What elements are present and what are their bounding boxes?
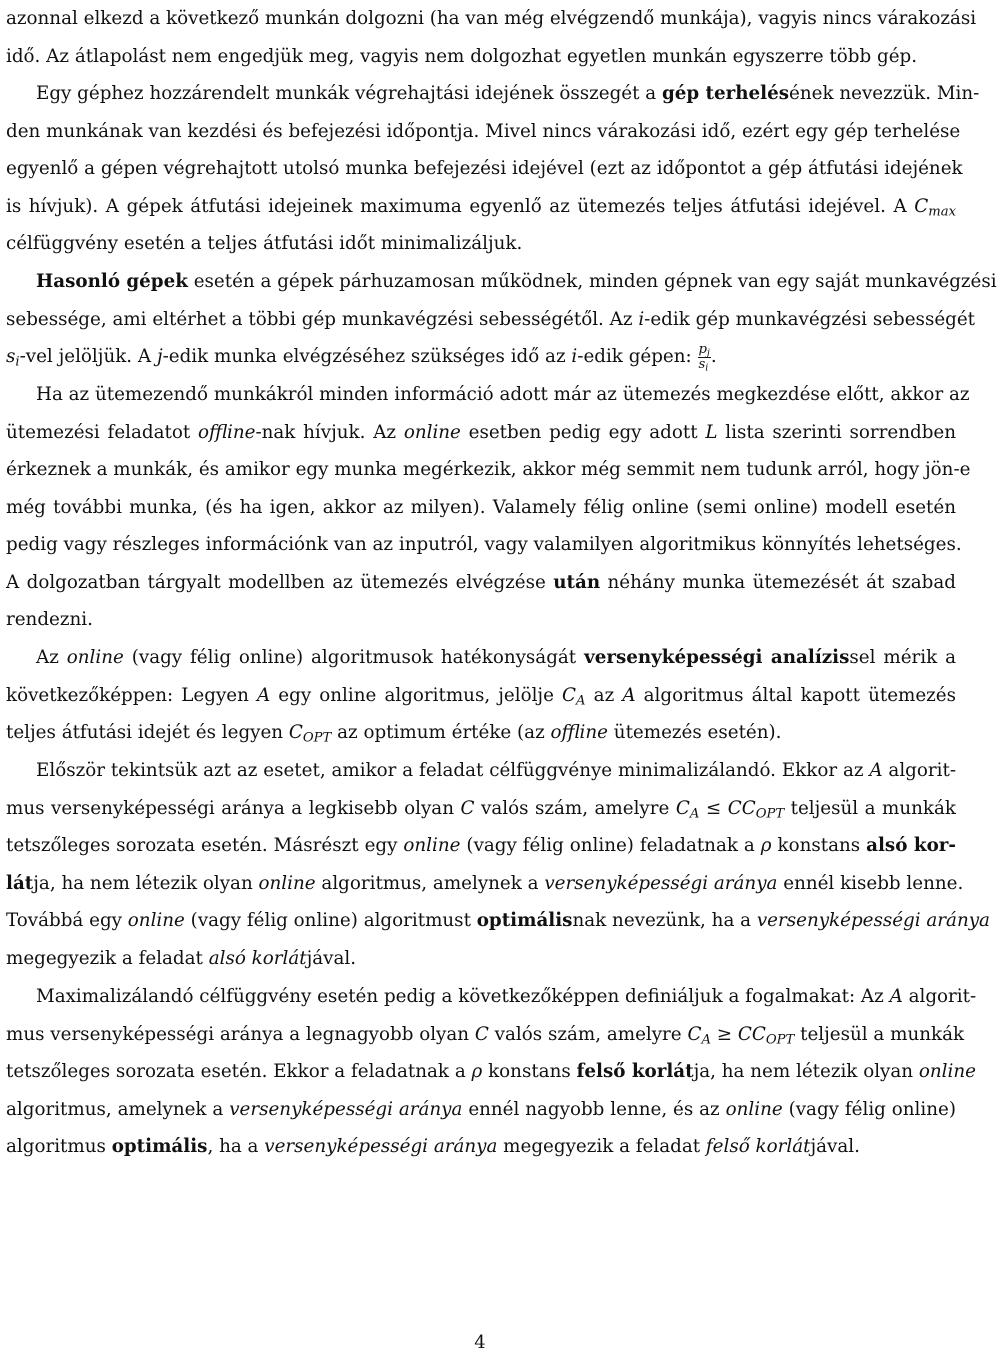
math-symbol: A bbox=[256, 684, 271, 706]
paragraph-minimization-definition bbox=[6, 752, 990, 977]
text-line: sebessége, ami eltérhet a többi gép munkavégzési sebességétől. Az i-edik gép munkavégzési sebességét bbox=[6, 308, 976, 330]
math-subscript: max bbox=[928, 203, 956, 219]
text-line: Először tekintsük azt az esetet, amikor a feladat célfüggvénye minimalizálandó. Ekkor az A algorit- bbox=[36, 760, 956, 781]
math-symbol: A bbox=[622, 684, 636, 706]
text-line: rendezni. bbox=[6, 609, 93, 630]
math-subscript: A bbox=[689, 805, 700, 821]
text-line: teljes átfutási idejét és legyen $C_{OPT}$ az optimum értéke (az offline ütemezés esetén). bbox=[6, 722, 782, 746]
bold-term: versenyképességi analízis bbox=[584, 647, 850, 668]
text-line: látja, ha nem létezik olyan online algoritmus, amelynek a versenyképességi aránya ennél kisebb lenne. bbox=[6, 872, 964, 894]
text-line: célfüggvény esetén a teljes átfutási időt minimalizáljuk. bbox=[6, 233, 523, 254]
math-symbol: i bbox=[638, 308, 645, 330]
bold-term: felső korlát bbox=[576, 1061, 694, 1082]
text-line: den munkának van kezdési és befejezési időpontja. Mivel nincs várakozási idő, ezért egy gép terhelése bbox=[6, 120, 961, 142]
italic-term: versenyképességi aránya bbox=[229, 1098, 463, 1120]
math-fraction: $\frac{p_j}{s_i}$ bbox=[698, 341, 710, 373]
math-subscript: OPT bbox=[302, 730, 332, 746]
text-line: Hasonló gépek esetén a gépek párhuzamosan működnek, minden gépnek van egy saját munkavégzési bbox=[36, 271, 997, 292]
paragraph-online-offline bbox=[6, 376, 971, 639]
text-line: Továbbá egy online (vagy félig online) algoritmust optimálisnak nevezünk, ha a versenyképességi aránya bbox=[6, 910, 990, 931]
math-symbol: C bbox=[562, 684, 577, 706]
math-symbol: CC bbox=[737, 1023, 766, 1045]
italic-term: alsó korlát bbox=[208, 947, 307, 969]
text-line: algoritmus optimális, ha a versenyképességi aránya megegyezik a feladat felső korlátjával. bbox=[6, 1136, 860, 1157]
paragraph-competitive-analysis bbox=[6, 639, 956, 752]
bold-term: optimális bbox=[476, 910, 573, 931]
italic-term: offline bbox=[550, 722, 608, 743]
text-line: mus versenyképességi aránya a legkisebb olyan C valós szám, amelyre $C_A \le CC_{OPT}$ teljesül a munkák bbox=[6, 797, 956, 821]
italic-term: felső korlát bbox=[705, 1136, 811, 1157]
text-line: egyenlő a gépen végrehajtott utolsó munka befejezési idejével (ezt az időpontot a gép átfutási idejének bbox=[6, 158, 963, 179]
text-line: Az online (vagy félig online) algoritmusok hatékonyságát versenyképességi analízissel mérik a bbox=[36, 647, 957, 668]
bold-term: alsó kor- bbox=[866, 835, 956, 856]
paragraph-scheduling-intro bbox=[6, 0, 977, 75]
bold-term: után bbox=[553, 571, 601, 593]
math-symbol: i bbox=[571, 346, 578, 367]
math-symbol: L bbox=[705, 421, 718, 443]
math-symbol: ρ bbox=[760, 835, 772, 856]
math-symbol: s bbox=[6, 346, 16, 367]
math-symbol: CC bbox=[727, 797, 756, 819]
text-line: érkeznek a munkák, és amikor egy munka megérkezik, akkor még semmit nem tudunk arról, hogy jön-e bbox=[6, 459, 971, 480]
math-subscript: A bbox=[576, 692, 586, 708]
math-symbol: A bbox=[869, 760, 883, 781]
bold-term: gép terhelés bbox=[661, 83, 790, 104]
italic-term: online bbox=[66, 647, 124, 668]
paragraph-uniform-machines bbox=[6, 263, 997, 376]
text-line: A dolgozatban tárgyalt modellben az ütemezés elvégzése után néhány munka ütemezését át szabad bbox=[6, 571, 956, 593]
text-line: mus versenyképességi aránya a legnagyobb olyan C valós szám, amelyre $C_A \ge CC_{OPT}$ teljesül a munkák bbox=[6, 1023, 965, 1047]
text-line: megegyezik a feladat alsó korlátjával. bbox=[6, 947, 357, 969]
math-symbol: C bbox=[675, 797, 690, 819]
math-symbol: C bbox=[687, 1023, 702, 1045]
math-symbol: C bbox=[474, 1023, 489, 1045]
math-symbol: C bbox=[288, 722, 303, 743]
text-line: tetszőleges sorozata esetén. Ekkor a feladatnak a ρ konstans felső korlátja, ha nem létezik olyan online bbox=[6, 1061, 976, 1082]
bold-term: optimális bbox=[111, 1136, 208, 1157]
math-symbol: C bbox=[914, 195, 929, 217]
text-line: tetszőleges sorozata esetén. Másrészt egy online (vagy félig online) feladatnak a ρ konstans alsó kor- bbox=[6, 835, 956, 856]
italic-term: versenyképességi aránya bbox=[264, 1136, 498, 1157]
text-line: is hívjuk). A gépek átfutási idejeinek maximuma egyenlő az ütemezés teljes átfutási idejével. A $C_{max}$ bbox=[6, 195, 956, 219]
italic-term: online bbox=[403, 421, 461, 443]
italic-term: online bbox=[918, 1061, 976, 1082]
math-subscript: OPT bbox=[755, 805, 785, 821]
math-symbol: j bbox=[156, 346, 163, 367]
math-subscript: A bbox=[701, 1031, 711, 1047]
italic-term: versenyképességi aránya bbox=[756, 910, 990, 931]
page-number: 4 bbox=[474, 1332, 486, 1353]
math-subscript: OPT bbox=[765, 1031, 795, 1047]
bold-term: Hasonló gépek bbox=[36, 271, 188, 292]
math-subscript: i bbox=[15, 354, 20, 370]
text-line: algoritmus, amelynek a versenyképességi aránya ennél nagyobb lenne, és az online (vagy félig online) bbox=[6, 1098, 956, 1120]
bold-term: lát bbox=[6, 872, 34, 894]
text-line: Ha az ütemezendő munkákról minden információ adott már az ütemezés megkezdése előtt, akkor az bbox=[36, 384, 970, 405]
text-line: $s_i$-vel jelöljük. A j-edik munka elvégzéséhez szükséges idő az i-edik gépen: $\frac{p_j}{s_i}$ . bbox=[6, 341, 717, 373]
math-symbol: ρ bbox=[471, 1061, 483, 1082]
text-line: ütemezési feladatot offline-nak hívjuk. Az online esetben pedig egy adott L lista szerinti sorrendben bbox=[6, 421, 956, 443]
italic-term: online bbox=[127, 910, 185, 931]
text-line: Egy géphez hozzárendelt munkák végrehajtási idejének összegét a gép terhelésének nevezzük. Min- bbox=[36, 83, 980, 104]
italic-term: online bbox=[725, 1098, 783, 1120]
italic-term: versenyképességi aránya bbox=[544, 872, 778, 894]
text-line: Maximalizálandó célfüggvény esetén pedig a következőképpen definiáljuk a fogalmakat: Az A algorit- bbox=[36, 986, 977, 1007]
text-line: következőképpen: Legyen A egy online algoritmus, jelölje $C_A$ az A algoritmus által kapott ütemezés bbox=[6, 684, 957, 708]
text-line: azonnal elkezd a következő munkán dolgozni (ha van még elvégzendő munkája), vagyis nincs várakozási bbox=[6, 8, 977, 29]
paragraph-maximization-definition bbox=[6, 978, 977, 1166]
italic-term: online bbox=[258, 872, 316, 894]
text-line: pedig vagy részleges információnk van az inputról, vagy valamilyen algoritmikus könnyítés lehetséges. bbox=[6, 534, 962, 555]
math-symbol: C bbox=[460, 797, 475, 819]
italic-term: offline bbox=[197, 421, 256, 443]
italic-term: online bbox=[403, 835, 461, 856]
text-line: idő. Az átlapolást nem engedjük meg, vagyis nem dolgozhat egyetlen munkán egyszerre több gép. bbox=[6, 45, 918, 67]
paragraph-machine-load bbox=[6, 75, 980, 263]
math-symbol: A bbox=[889, 986, 903, 1007]
text-line: még további munka, (és ha igen, akkor az milyen). Valamely félig online (semi online) modell esetén bbox=[6, 496, 956, 518]
